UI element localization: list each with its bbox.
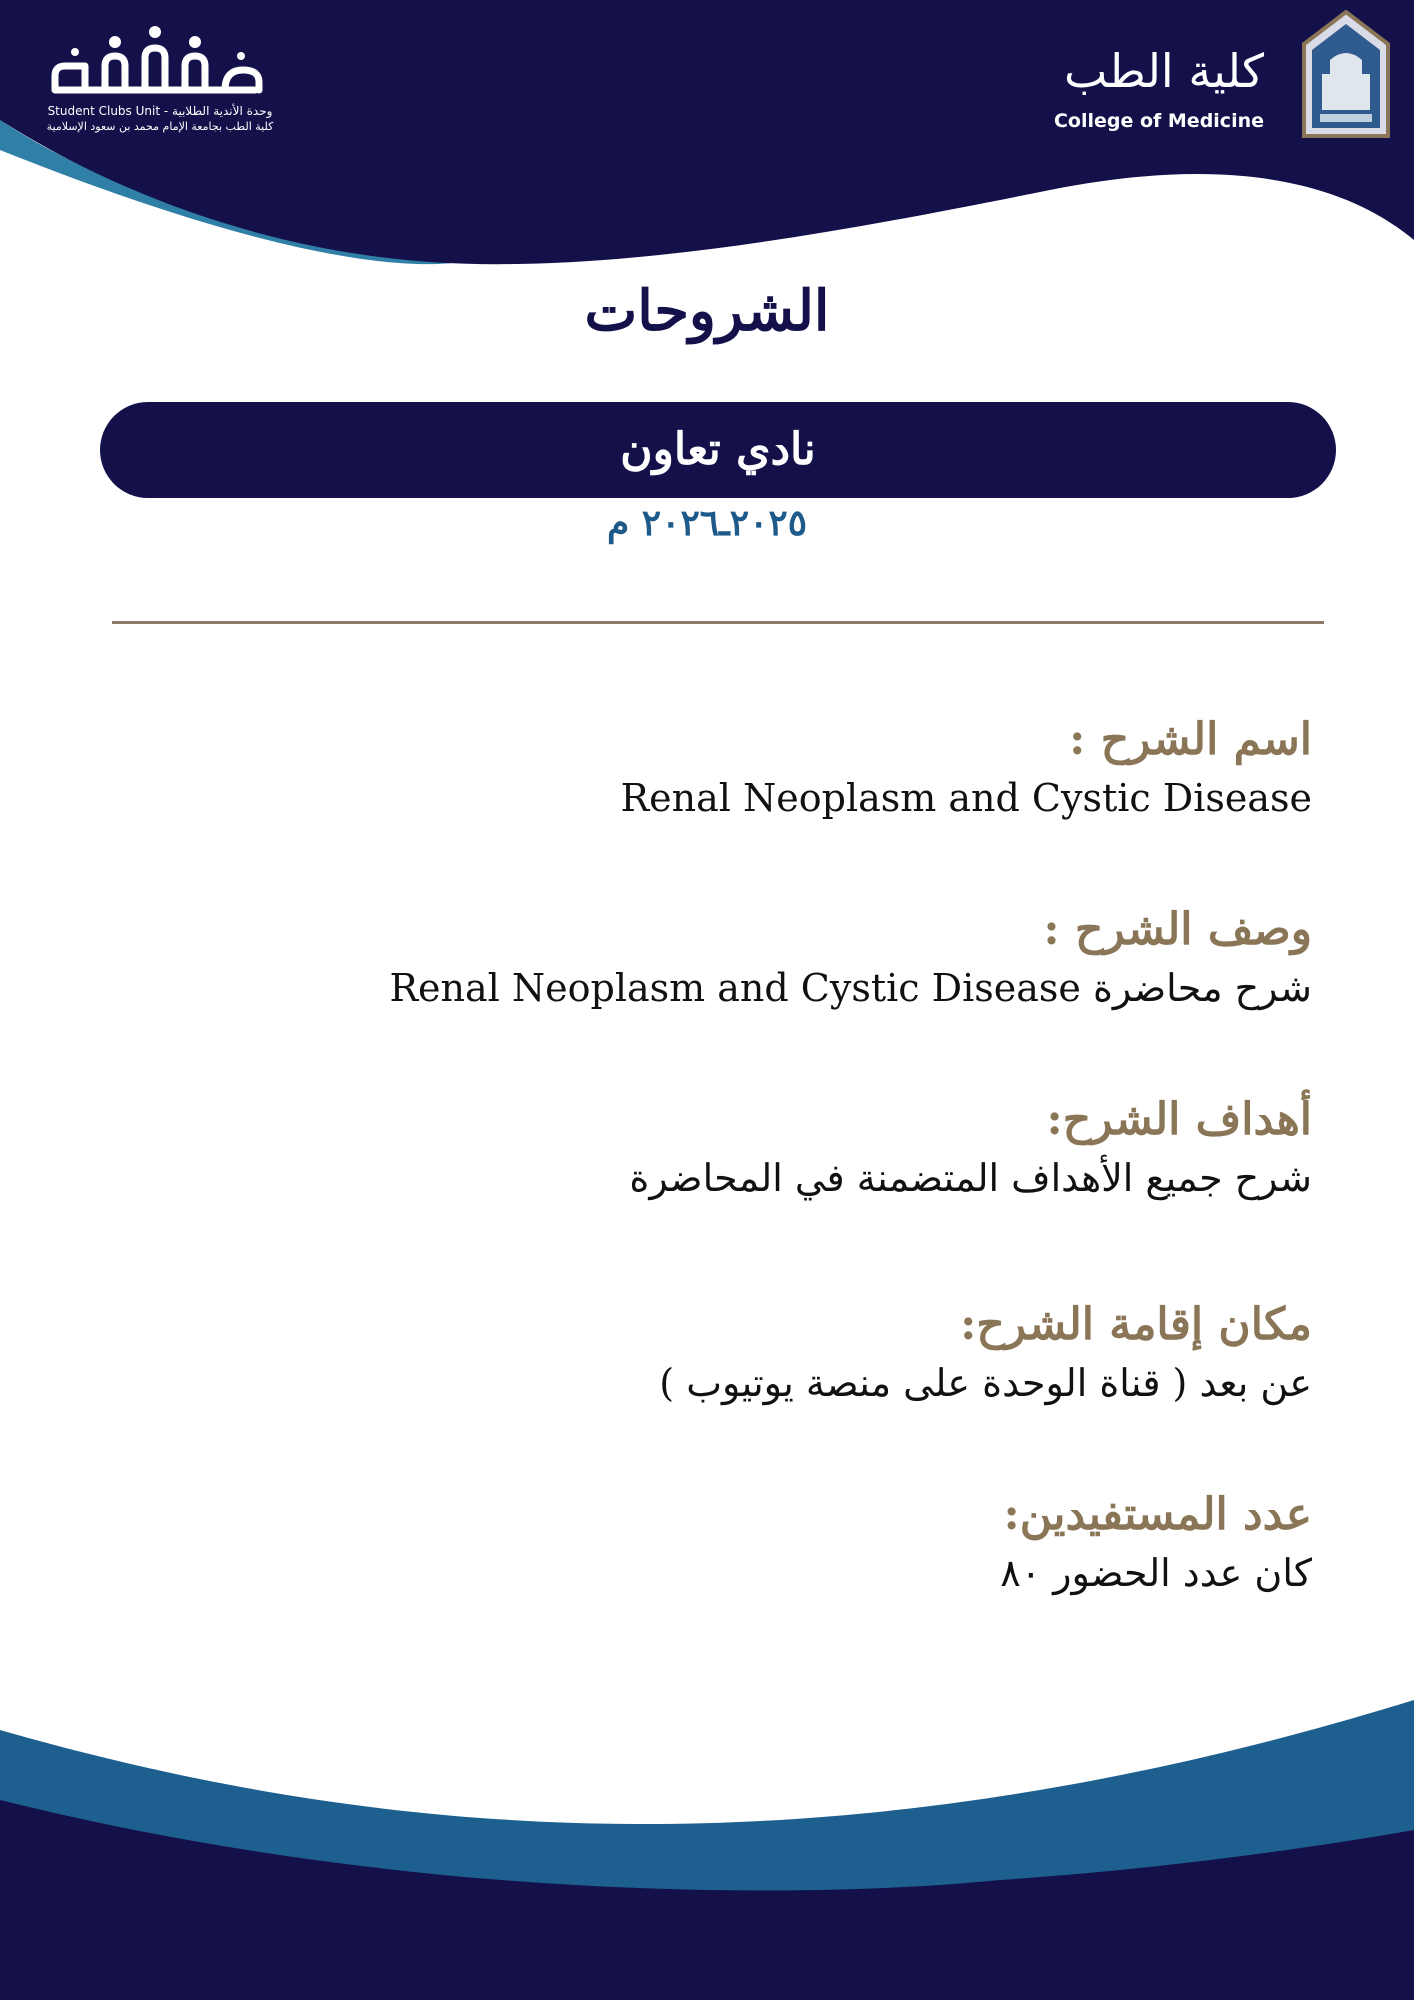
field-beneficiaries xyxy=(92,1485,1312,1601)
field-lecture-description xyxy=(92,900,1312,1016)
university-seal-icon xyxy=(1300,10,1392,138)
unit-name-line1: Student Clubs Unit - وحدة الأندية الطلابية xyxy=(47,104,273,118)
field-label: أهداف الشرح: xyxy=(1046,1094,1312,1145)
college-name-english: College of Medicine xyxy=(1053,110,1264,132)
club-name-banner: نادي تعاون xyxy=(100,402,1336,498)
page-title: الشروحات xyxy=(584,278,830,344)
field-value: عن بعد ( قناة الوحدة على منصة يوتيوب ) xyxy=(659,1361,1312,1405)
field-value: كان عدد الحضور ٨٠ xyxy=(1000,1551,1312,1595)
field-label: مكان إقامة الشرح: xyxy=(960,1299,1312,1350)
college-name-arabic: كلية الطب xyxy=(1064,44,1264,98)
field-label: عدد المستفيدين: xyxy=(1003,1489,1312,1540)
clubs-logo-icon xyxy=(45,18,275,100)
field-value: شرح جميع الأهداف المتضمنة في المحاضرة xyxy=(629,1156,1312,1200)
field-lecture-name xyxy=(92,710,1312,826)
field-value: Renal Neoplasm and Cystic Disease xyxy=(620,776,1312,820)
college-logo xyxy=(1053,10,1392,140)
unit-name-line2: كلية الطب بجامعة الإمام محمد بن سعود الإسلامية xyxy=(46,120,274,133)
field-label: اسم الشرح : xyxy=(1069,714,1312,765)
section-divider xyxy=(112,621,1324,624)
field-value: شرح محاضرة Renal Neoplasm and Cystic Disease xyxy=(389,966,1312,1010)
field-lecture-objectives xyxy=(92,1090,1312,1206)
field-label: وصف الشرح : xyxy=(1043,904,1312,955)
academic-year: ٢٠٢٥ـ٢٠٢٦ م xyxy=(606,502,808,544)
field-lecture-location xyxy=(92,1295,1312,1411)
student-clubs-logo xyxy=(40,18,280,133)
